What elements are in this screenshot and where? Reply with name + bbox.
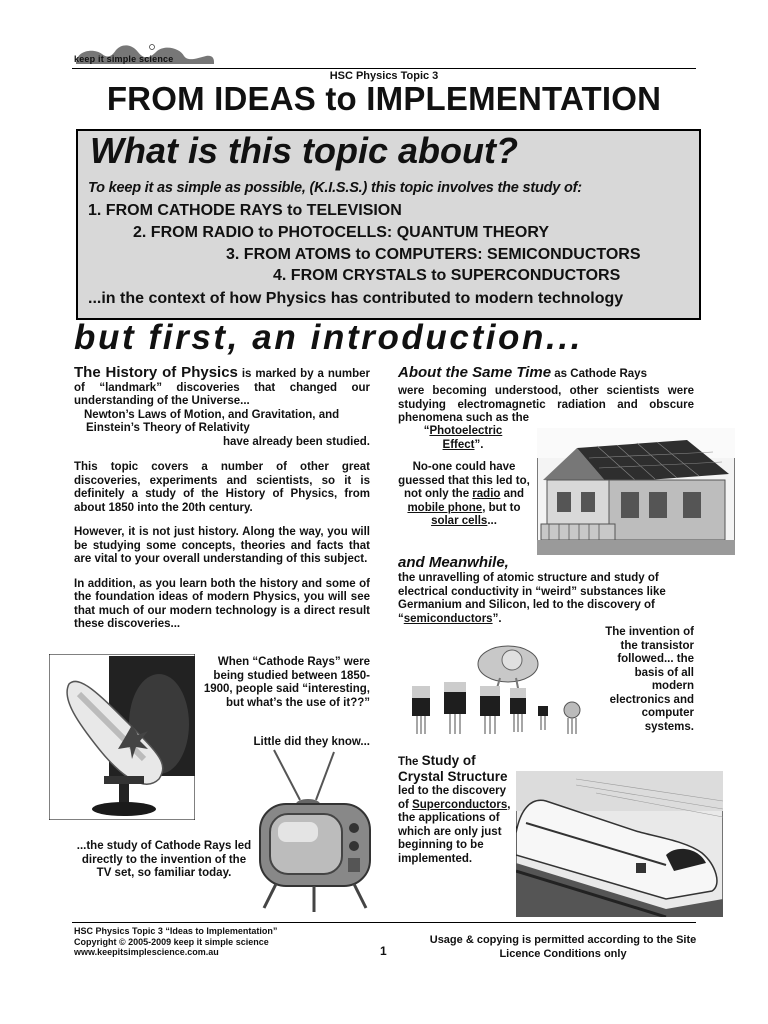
topic-item-4: 4. FROM CRYSTALS to SUPERCONDUCTORS — [273, 267, 621, 284]
topic-item-2: 2. FROM RADIO to PHOTOCELLS: QUANTUM THEORY — [133, 224, 549, 241]
topic-box-intro: To keep it as simple as possible, (K.I.S.S.) this topic involves the study of: — [88, 180, 582, 196]
mobile-phone-link: mobile phone — [407, 501, 483, 514]
quote-open: “ — [423, 425, 430, 437]
semiconductors-link: semiconductors — [403, 612, 493, 625]
crystal-heading: Study of Crystal Structure — [398, 753, 508, 784]
meanwhile-heading: and Meanwhile, — [398, 554, 509, 571]
about-heading-rest: as Cathode Rays — [551, 368, 647, 380]
solar-house-image — [537, 428, 735, 555]
no-one-could-have-guessed — [398, 461, 530, 529]
quote-close: ”. — [474, 438, 484, 451]
page-number: 1 — [380, 944, 387, 958]
para-not-just-history: However, it is not just history. Along the way, you will be studying some concepts, theories and facts that are vital to your overall understanding of this subject. — [74, 526, 370, 565]
cathode-caption: When “Cathode Rays” were being studied between 1850-1900, people said “interesting, but what’s the use of it??” — [203, 656, 370, 709]
photoelectric-effect-text — [398, 425, 528, 452]
logo-text: keep it simple science — [74, 54, 174, 64]
retro-tv-image — [256, 748, 376, 914]
footer-line-2: Copyright © 2005-2009 keep it simple science — [74, 936, 269, 947]
footer-credits — [74, 926, 277, 958]
no-one-text-2: and — [500, 488, 525, 500]
topic-item-3: 3. FROM ATOMS to COMPUTERS: SEMICONDUCTORS — [226, 246, 641, 263]
about-the-same-time — [398, 366, 694, 382]
crystal-body-2: , the applications of which are only just beginning to be implemented. — [398, 798, 511, 865]
tv-caption: ...the study of Cathode Rays led directly to the invention of the TV set, so familiar today. — [76, 840, 252, 879]
transistor-text: The invention of the transistor followed... the basis of all modern electronics and computer systems. — [605, 626, 694, 733]
topic-box-heading: What is this topic about? — [90, 130, 518, 171]
history-line-einstein: Einstein’s Theory of Relativity — [86, 422, 250, 434]
little-did-they-know: Little did they know... — [253, 736, 370, 748]
left-column — [74, 366, 370, 643]
footer-line-3: www.keepitsimplescience.com.au — [74, 947, 219, 957]
photoelectric-link: Photoelectric — [429, 425, 503, 437]
history-paragraph — [74, 366, 370, 449]
history-heading: The History of Physics — [74, 364, 238, 381]
meanwhile-body — [398, 572, 694, 626]
history-text: is marked by a number of “landmark” discoveries that changed our understanding of the Universe... — [74, 368, 371, 407]
main-title: FROM IDEAS to IMPLEMENTATION — [106, 80, 662, 117]
para-topic-covers: This topic covers a number of other great discoveries, experiments and scientists, so it is definitely a study of the History of Physics, from about 1850 into the 20th century. — [74, 461, 370, 514]
no-one-text-1: No-one could have guessed that this led to, not only the — [398, 461, 530, 500]
no-one-text-4: ... — [487, 515, 497, 527]
about-heading: About the Same Time — [398, 364, 552, 381]
effect-link: Effect — [442, 438, 475, 451]
transistors-image — [404, 630, 600, 738]
solar-cells-link: solar cells — [431, 515, 488, 527]
no-one-text-3: , but to — [482, 501, 521, 514]
meanwhile-text: the unravelling of atomic structure and study of electrical conductivity in “weird” substances like Germanium and Silicon, led to the discovery of “ — [398, 572, 666, 625]
footer-rule — [72, 922, 696, 923]
footer-line-1: HSC Physics Topic 3 “Ideas to Implementation” — [74, 926, 278, 936]
meanwhile-end: ”. — [492, 612, 502, 625]
topic-label: HSC Physics Topic 3 — [329, 70, 439, 82]
history-line-newton: Newton’s Laws of Motion, and Gravitation, and — [84, 408, 340, 421]
crystal-body-1: led to the discovery of — [398, 785, 507, 811]
header-rule — [72, 68, 696, 69]
radio-link: radio — [472, 488, 501, 500]
maglev-train-image — [516, 771, 723, 917]
para-in-addition: In addition, as you learn both the history and some of the foundation ideas of modern Physics, you will see that much of our modern technology is a direct result these discoveries... — [74, 577, 370, 630]
usage-notice: Usage & copying is permitted according to the Site Licence Conditions only — [429, 934, 697, 960]
crystal-the: The — [398, 756, 422, 768]
crystal-structure-text — [398, 754, 514, 866]
about-body: were becoming understood, other scientists were studying electromagnetic radiation and obscure phenomena such as the — [398, 385, 694, 424]
intro-heading: but first, an introduction... — [74, 318, 583, 357]
topic-item-1: 1. FROM CATHODE RAYS to TELEVISION — [88, 202, 402, 219]
superconductors-link: Superconductors — [412, 798, 508, 811]
topic-box-context: ...in the context of how Physics has contributed to modern technology — [88, 290, 624, 307]
cathode-ray-tube-image — [49, 654, 195, 820]
history-line-studied: have already been studied. — [222, 435, 370, 448]
